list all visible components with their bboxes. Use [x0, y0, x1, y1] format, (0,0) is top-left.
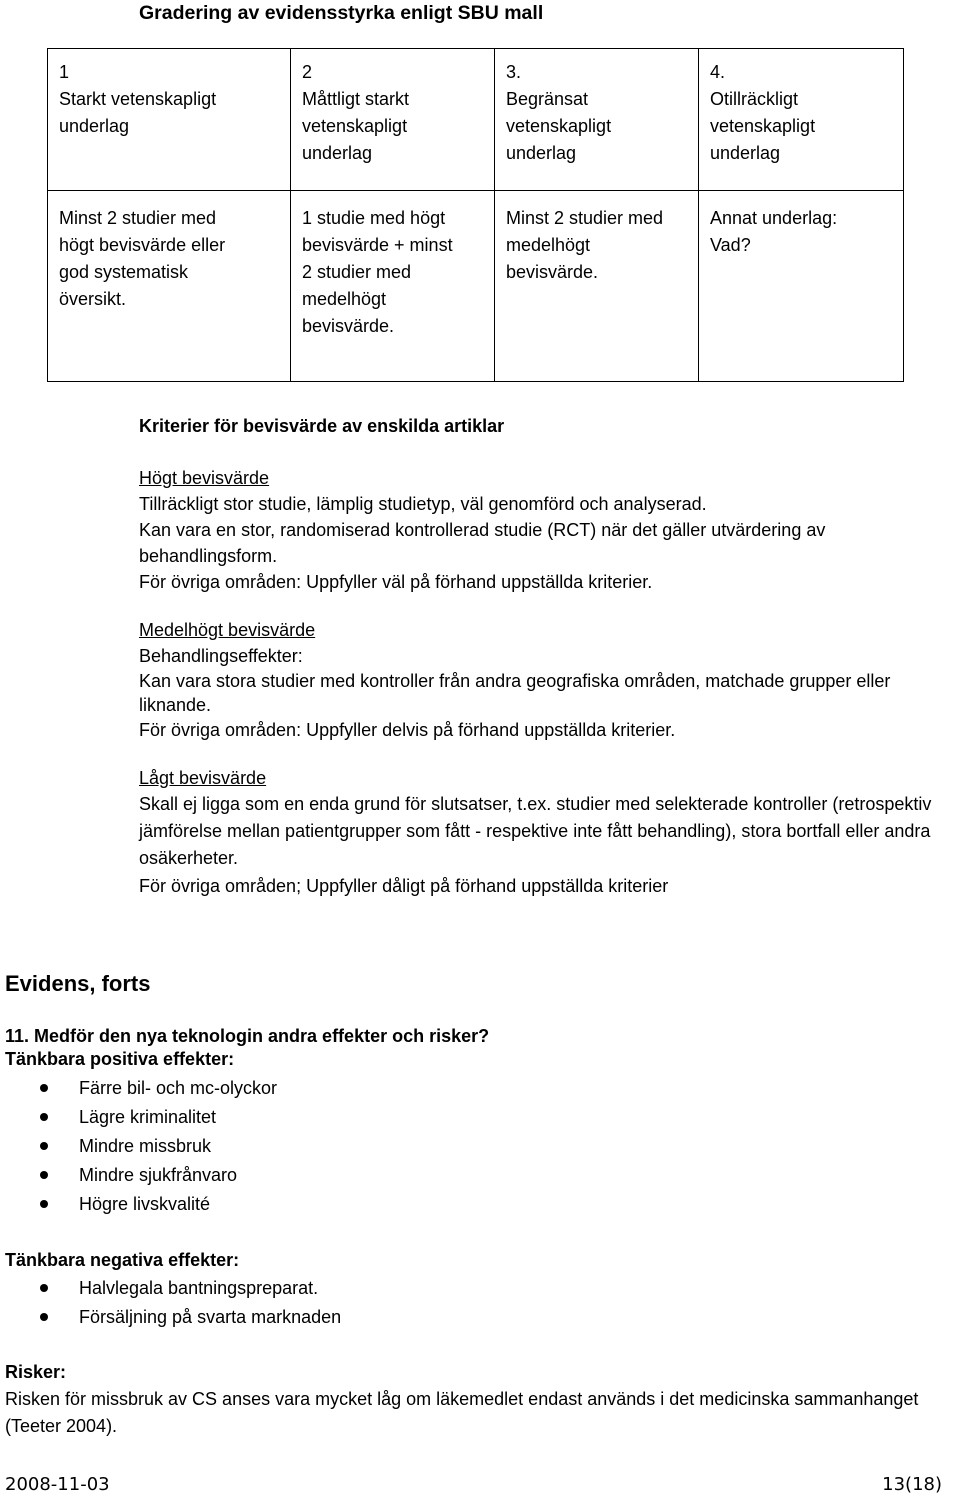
cell-text: Annat underlag: Vad?	[710, 208, 838, 255]
bullet-icon	[40, 1142, 48, 1150]
criteria-medium	[139, 617, 939, 743]
grade-label: Begränsat vetenskapligt underlag	[506, 89, 612, 163]
bullet-icon	[40, 1113, 48, 1121]
criteria-line: För övriga områden: Uppfyller delvis på förhand uppställda kriterier.	[139, 720, 676, 740]
criteria-title: Kriterier för bevisvärde av enskilda artiklar	[139, 416, 505, 436]
list-item-text: Mindre missbruk	[79, 1136, 212, 1156]
grade-number: 2	[302, 62, 313, 82]
criteria-line: Kan vara stora studier med kontroller från andra geografiska områden, matchade grupper eller liknande.	[139, 671, 891, 715]
grade-criteria-3	[495, 191, 699, 382]
grade-number: 1	[59, 62, 70, 82]
grading-table-criteria-row	[48, 191, 904, 382]
list-item	[0, 1190, 277, 1219]
grading-table	[47, 48, 904, 382]
positive-effects-label: Tänkbara positiva effekter:	[5, 1049, 235, 1069]
criteria-high-heading: Högt bevisvärde	[139, 468, 270, 488]
bullet-icon	[40, 1084, 48, 1092]
list-item	[0, 1103, 277, 1132]
page-title: Gradering av evidensstyrka enligt SBU mall	[139, 2, 544, 24]
criteria-high	[139, 465, 939, 595]
list-item	[0, 1074, 277, 1103]
bullet-icon	[40, 1313, 48, 1321]
list-item-text: Färre bil- och mc-olyckor	[79, 1078, 278, 1098]
list-item	[0, 1303, 341, 1332]
grade-header-1	[48, 49, 291, 191]
list-item-text: Lägre kriminalitet	[79, 1107, 217, 1127]
criteria-line: Kan vara en stor, randomiserad kontrollerad studie (RCT) när det gäller utvärdering av behandlingsform.	[139, 520, 826, 566]
grade-label: Måttligt starkt vetenskapligt underlag	[302, 89, 410, 163]
grade-criteria-1	[48, 191, 291, 382]
cell-text: Minst 2 studier med högt bevisvärde eller god systematisk översikt.	[59, 208, 226, 309]
grade-criteria-2	[291, 191, 495, 382]
grade-header-2	[291, 49, 495, 191]
bullet-icon	[40, 1200, 48, 1208]
criteria-line: För övriga områden: Uppfyller väl på förhand uppställda kriterier.	[139, 572, 653, 592]
grade-header-3	[495, 49, 699, 191]
criteria-low-heading: Lågt bevisvärde	[139, 768, 267, 788]
list-item-text: Mindre sjukfrånvaro	[79, 1165, 238, 1185]
criteria-medium-heading: Medelhögt bevisvärde	[139, 620, 316, 640]
list-item	[0, 1161, 277, 1190]
list-item	[0, 1132, 277, 1161]
criteria-section	[139, 414, 939, 900]
grade-number: 3.	[506, 62, 522, 82]
grade-criteria-4	[699, 191, 904, 382]
criteria-line: Tillräckligt stor studie, lämplig studietyp, väl genomförd och analyserad.	[139, 494, 707, 514]
list-item-text: Försäljning på svarta marknaden	[79, 1307, 342, 1327]
criteria-line: Skall ej ligga som en enda grund för slutsatser, t.ex. studier med selekterade kontroller (retrospektiv jämförelse mellan patientgrupper som fått - respektive inte fått behandling), stora bortfall eller andra osäkerheter.	[139, 794, 932, 868]
grade-number: 4.	[710, 62, 726, 82]
question-11: 11. Medför den nya teknologin andra effekter och risker?	[5, 1026, 490, 1046]
grade-header-4	[699, 49, 904, 191]
cell-text: 1 studie med högt bevisvärde + minst 2 studier med medelhögt bevisvärde.	[302, 208, 453, 336]
grade-label: Starkt vetenskapligt underlag	[59, 89, 217, 136]
criteria-line: Behandlingseffekter:	[139, 646, 303, 666]
list-item-text: Halvlegala bantningspreparat.	[79, 1278, 319, 1298]
footer-page-number: 13(18)	[882, 1474, 942, 1495]
grading-table-header-row	[48, 49, 904, 191]
cell-text: Minst 2 studier med medelhögt bevisvärde.	[506, 208, 664, 282]
grade-label: Otillräckligt vetenskapligt underlag	[710, 89, 816, 163]
footer-date: 2008-11-03	[5, 1474, 110, 1495]
risks-label: Risker:	[5, 1362, 67, 1382]
bullet-icon	[40, 1171, 48, 1179]
bullet-icon	[40, 1284, 48, 1292]
criteria-line: För övriga områden; Uppfyller dåligt på förhand uppställda kriterier	[139, 876, 669, 896]
positive-effects-list	[0, 1074, 277, 1219]
list-item	[0, 1274, 341, 1303]
negative-effects-list	[0, 1274, 341, 1332]
negative-effects-label: Tänkbara negativa effekter:	[5, 1250, 240, 1270]
evidens-heading: Evidens, forts	[5, 971, 151, 996]
criteria-low	[139, 765, 939, 900]
risks-text: Risken för missbruk av CS anses vara mycket låg om läkemedlet endast används i det medicinska sammanhanget (Teeter 2004).	[5, 1389, 919, 1436]
list-item-text: Högre livskvalité	[79, 1194, 211, 1214]
